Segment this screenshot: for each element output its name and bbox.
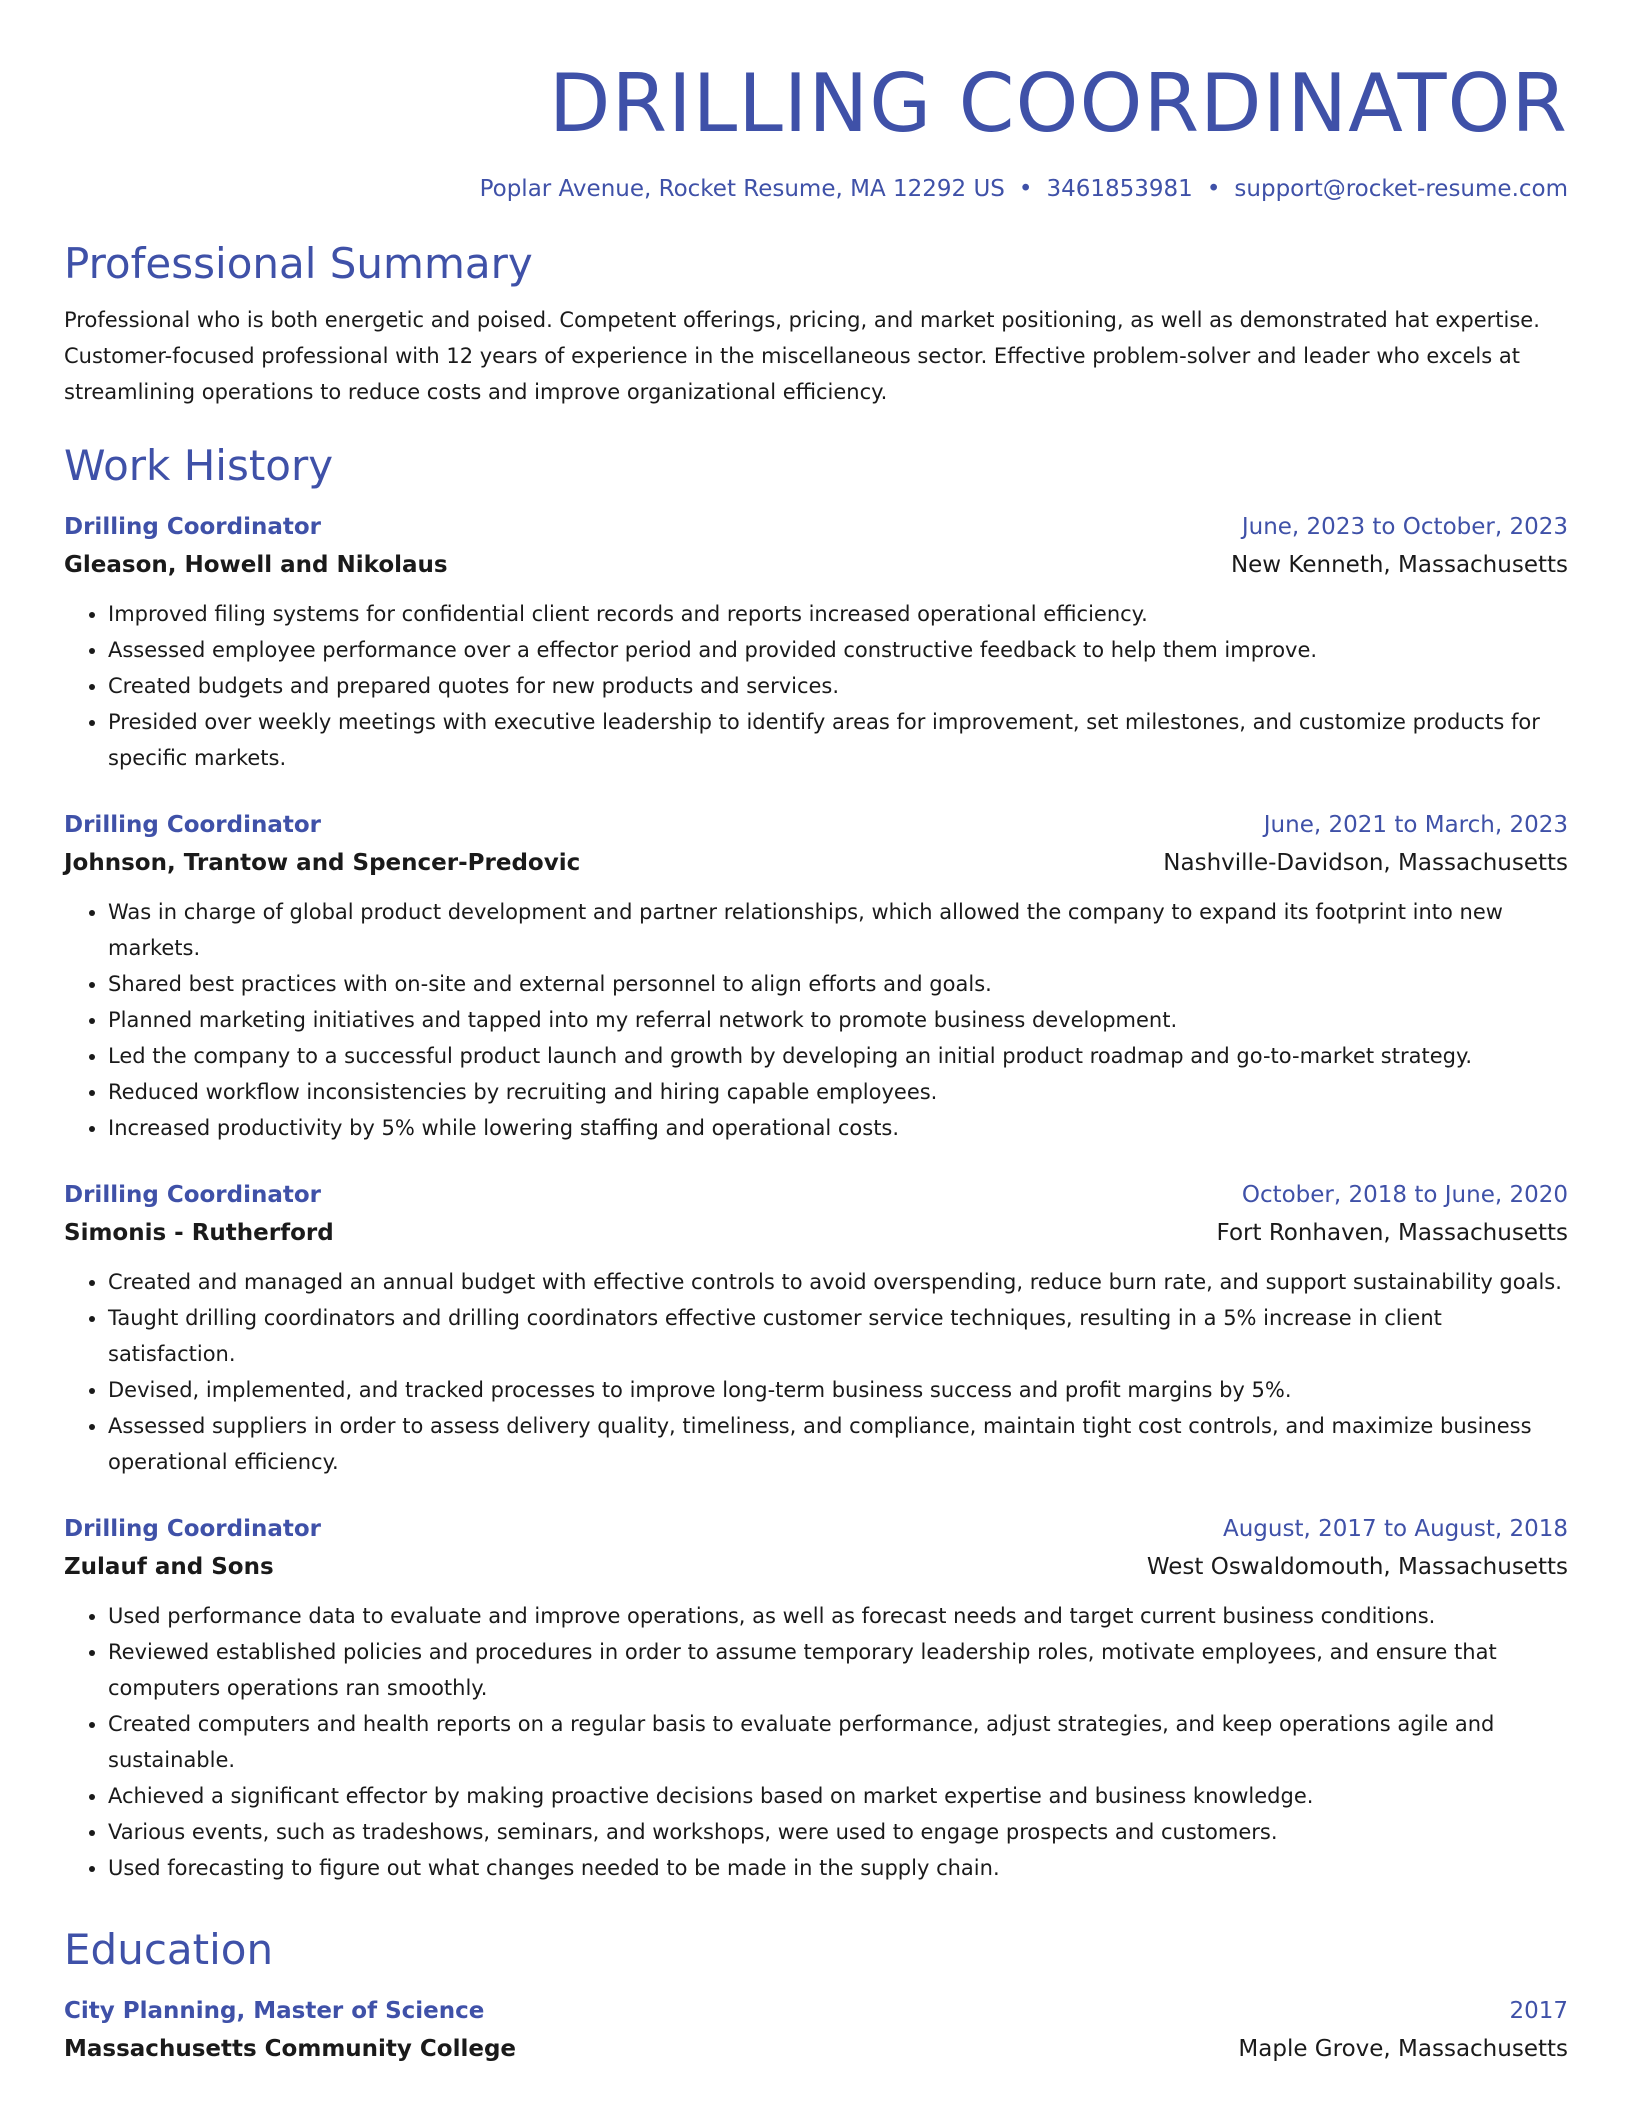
job-bullet: • Reviewed established policies and procedures in order to assume temporary leadership roles, motivate employees, and ensure that computers operations ran smoothly. <box>108 1634 1568 1706</box>
contact-separator: • <box>1018 176 1033 202</box>
job-location: West Oswaldomouth, Massachusetts <box>1146 1554 1568 1580</box>
job-bullet: • Devised, implemented, and tracked processes to improve long-term business success and profit margins by 5%. <box>108 1372 1568 1408</box>
job-title-row <box>64 1510 1568 1548</box>
summary-heading: Professional Summary <box>64 239 533 288</box>
contact-phone: 3461853981 <box>1046 176 1193 202</box>
education-heading: Education <box>64 1925 274 1974</box>
job-location: New Kenneth, Massachusetts <box>1230 552 1568 578</box>
job-bullet: • Led the company to a successful product launch and growth by developing an initial product roadmap and go-to-market strategy. <box>108 1038 1568 1074</box>
job-bullet: • Improved filing systems for confidential client records and reports increased operational efficiency. <box>108 596 1568 632</box>
contact-email: support@rocket-resume.com <box>1234 176 1568 202</box>
job-bullet: • Planned marketing initiatives and tapped into my referral network to promote business development. <box>108 1002 1568 1038</box>
job-bullet: • Used performance data to evaluate and improve operations, as well as forecast needs and target current business conditions. <box>108 1598 1568 1634</box>
contact-line <box>64 172 1568 206</box>
contact-address: Poplar Avenue, Rocket Resume, MA 12292 US <box>479 176 1005 202</box>
job-entry <box>64 508 1568 776</box>
work-history-heading: Work History <box>64 441 334 490</box>
job-bullets <box>64 596 1568 776</box>
job-title: Drilling Coordinator <box>64 812 322 838</box>
job-company: Gleason, Howell and Nikolaus <box>64 552 448 578</box>
job-company: Simonis - Rutherford <box>64 1220 334 1246</box>
education-entry <box>64 1992 1568 2068</box>
job-company: Zulauf and Sons <box>64 1554 274 1580</box>
job-bullets <box>64 1264 1568 1480</box>
job-bullet: • Increased productivity by 5% while lowering staffing and operational costs. <box>108 1110 1568 1146</box>
job-bullet: • Was in charge of global product development and partner relationships, which allowed the company to expand its footprint into new markets. <box>108 894 1568 966</box>
job-bullet: • Used forecasting to figure out what changes needed to be made in the supply chain. <box>108 1850 1568 1886</box>
job-title-row <box>64 806 1568 844</box>
job-bullet: • Taught drilling coordinators and drilling coordinators effective customer service techniques, resulting in a 5% increase in client satisfaction. <box>108 1300 1568 1372</box>
job-dates: June, 2021 to March, 2023 <box>1263 812 1568 838</box>
job-bullets <box>64 1598 1568 1886</box>
job-bullet: • Achieved a significant effector by making proactive decisions based on market expertise and business knowledge. <box>108 1778 1568 1814</box>
job-bullet: • Created and managed an annual budget with effective controls to avoid overspending, reduce burn rate, and support sustainability goals. <box>108 1264 1568 1300</box>
job-bullet: • Shared best practices with on-site and external personnel to align efforts and goals. <box>108 966 1568 1002</box>
resume-header <box>64 0 1568 206</box>
job-company-row <box>64 844 1568 882</box>
job-bullet: • Reduced workflow inconsistencies by recruiting and hiring capable employees. <box>108 1074 1568 1110</box>
job-bullets <box>64 894 1568 1146</box>
education-degree: City Planning, Master of Science <box>64 1998 485 2024</box>
education-school: Massachusetts Community College <box>64 2036 517 2062</box>
contact-separator: • <box>1206 176 1221 202</box>
job-bullet: • Created computers and health reports on a regular basis to evaluate performance, adjust strategies, and keep operations agile and sustainable. <box>108 1706 1568 1778</box>
education-location: Maple Grove, Massachusetts <box>1238 2036 1568 2062</box>
job-location: Fort Ronhaven, Massachusetts <box>1216 1220 1568 1246</box>
job-title-row <box>64 1176 1568 1214</box>
job-company-row <box>64 1548 1568 1586</box>
job-title-row <box>64 508 1568 546</box>
job-entry <box>64 806 1568 1146</box>
education-year: 2017 <box>1509 1998 1568 2024</box>
job-company-row <box>64 1214 1568 1252</box>
job-title: Drilling Coordinator <box>64 1516 322 1542</box>
resume-name: DRILLING COORDINATOR <box>548 57 1568 150</box>
job-bullet: • Assessed suppliers in order to assess delivery quality, timeliness, and compliance, maintain tight cost controls, and maximize business operational efficiency. <box>108 1408 1568 1480</box>
job-dates: October, 2018 to June, 2020 <box>1241 1182 1568 1208</box>
job-title: Drilling Coordinator <box>64 1182 322 1208</box>
job-bullet: • Various events, such as tradeshows, seminars, and workshops, were used to engage prospects and customers. <box>108 1814 1568 1850</box>
job-dates: June, 2023 to October, 2023 <box>1241 514 1568 540</box>
job-location: Nashville-Davidson, Massachusetts <box>1163 850 1568 876</box>
job-bullet: • Assessed employee performance over a effector period and provided constructive feedback to help them improve. <box>108 632 1568 668</box>
job-company-row <box>64 546 1568 584</box>
education-school-row <box>64 2030 1568 2068</box>
job-title: Drilling Coordinator <box>64 514 322 540</box>
education-degree-row <box>64 1992 1568 2030</box>
job-entry <box>64 1510 1568 1886</box>
job-company: Johnson, Trantow and Spencer-Predovic <box>64 850 581 876</box>
job-entry <box>64 1176 1568 1480</box>
job-dates: August, 2017 to August, 2018 <box>1223 1516 1568 1542</box>
job-bullet: • Presided over weekly meetings with executive leadership to identify areas for improvement, set milestones, and customize products for specific markets. <box>108 704 1568 776</box>
summary-text: Professional who is both energetic and poised. Competent offerings, pricing, and market positioning, as well as demonstrated hat expertise. Customer-focused professional with 12 years of experience in the miscellaneous sector. Effective problem-solver and leader who excels at streamlining operations to reduce costs and improve organizational efficiency. <box>64 308 1540 404</box>
job-bullet: • Created budgets and prepared quotes for new products and services. <box>108 668 1568 704</box>
